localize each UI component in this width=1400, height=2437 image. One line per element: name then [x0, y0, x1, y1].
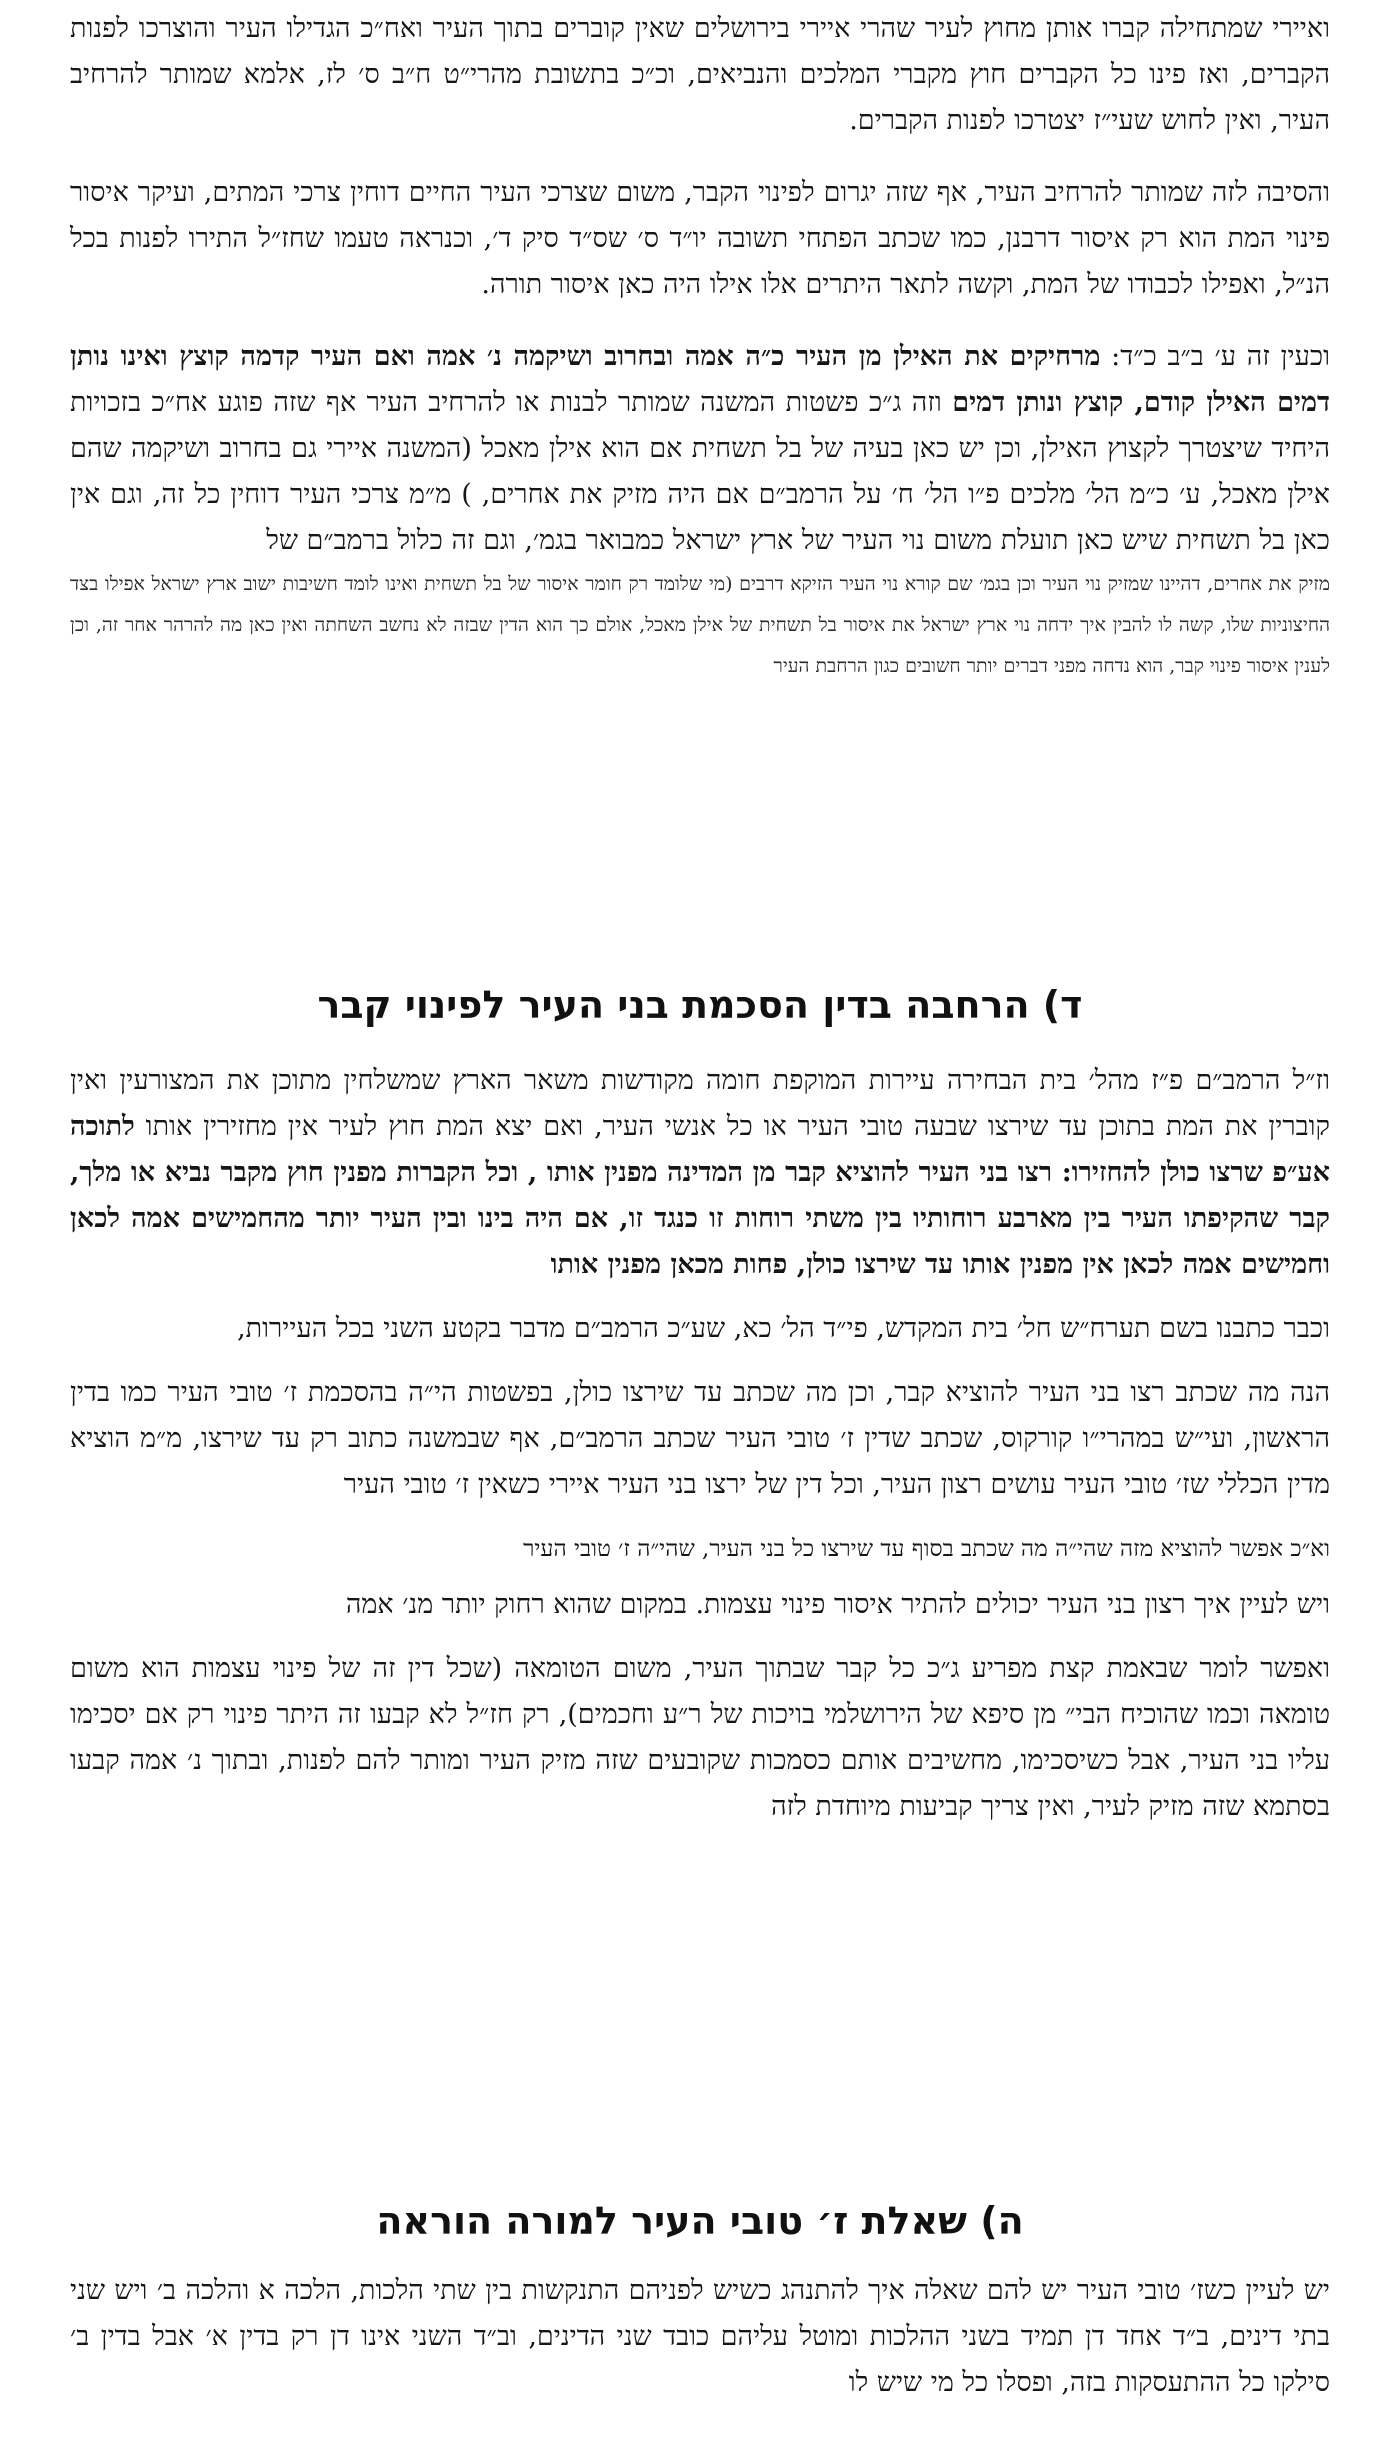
rambam-quote-start: וז״ל הרמב״ם פ״ז מהל׳ בית הבחירה עיירות המוקפת חומה מקודשות משאר הארץ שמשלחין מתוכן את המצורעין ואין קוברין את המת בתוכן עד שירצו שבעה טובי העיר או כל אנשי העיר, ואם יצא המת חוץ לעיר אין מחזירין אותו — [70, 1065, 1330, 1142]
paragraph-3-body: וזה ג״כ פשטות המשנה שמותר לבנות או להרחיב העיר אף שזה פוגע אח״כ בזכויות היחיד שיצטרך לקצוץ האילן, וכן יש כאן בעיה של בל תשחית אם הוא אילן מאכל (המשנה איירי גם בחרוב ושיקמה שהם אילן מאכל, ע׳ כ״מ הל׳ מלכים פ״ו הל׳ ח׳ על הרמב״ם אם היה מזיק את אחרים, ) מ״מ צרכי העיר דוחין כל זה, וגם אין כאן בל תשחית שיש כאן תועלת משום נוי העיר של ארץ ישראל כמבואר בגמ׳, וגם זה כלול ברמב״ם של — [70, 387, 1330, 556]
section-d-paragraph-2: וכבר כתבנו בשם תערח״ש חל׳ בית המקדש, פי״ד הל׳ כא, שע״כ הרמב״ם מדבר בקטע השני בכל העיירות, — [237, 1313, 1330, 1344]
paragraph-3 — [70, 334, 1330, 564]
intro-section — [70, 6, 1330, 687]
paragraph-3-fine-print: מזיק את אחרים, דהיינו שמזיק נוי העיר וכן בגמ׳ שם קורא נוי העיר הזיקא דרבים (מי שלומד רק חומר איסור של בל תשחית ואינו לומד חשיבות ישוב ארץ ישראל אפילו בצד החיצוניות שלו, קשה לו להבין איך ידחה נוי ארץ ישראל את איסור בל תשחית של אילן מאכל, אולם כך הוא הדין שבזה לא נחשב השחתה ואין כאן מה להרהר אחר זה, וכן לענין איסור פינוי קבר, הוא נדחה מפני דברים יותר חשובים כגון הרחבת העיר — [70, 573, 1330, 677]
paragraph-3-mishna-quote: מרחיקים את האילן מן העיר כ״ה אמה ובחרוב ושיקמה נ׳ אמה ואם העיר קדמה קוצץ ואינו נותן דמים האילן קודם, קוצץ ונותן דמים — [70, 341, 1330, 418]
rambam-quote-bold: לתוכה אע״פ שרצו כולן להחזירו: רצו בני העיר להוציא קבר מן המדינה מפנין אותו , וכל הקברות מפנין חוץ מקבר נביא או מלך, קבר שהקיפתו העיר בין מארבע רוחותיו בין משתי רוחות זו כנגד זו, אם היה בינו ובין העיר יותר מהחמישים אמה לכאן וחמישים אמה לכאן אין מפנין אותו עד שירצו כולן, פחות מכאן מפנין אותו — [70, 1111, 1330, 1280]
paragraph-3-intro: וכעין זה ע׳ ב״ב כ״ד: — [1100, 341, 1330, 372]
section-d-paragraph-5: ויש לעיין איך רצון בני העיר יכולים להתיר איסור פינוי עצמות. במקום שהוא רחוק יותר מנ׳ אמה — [345, 1589, 1330, 1620]
paragraph-1: ואיירי שמתחילה קברו אותן מחוץ לעיר שהרי איירי בירושלים שאין קוברים בתוך העיר ואח״כ הגדילו העיר והוצרכו לפנות הקברים, ואז פינו כל הקברים חוץ מקברי המלכים והנביאים, וכ״כ בתשובת מהרי״ט ח״ב ס׳ לז, אלמא שמותר להרחיב העיר, ואין לחוש שעי״ז יצטרכו לפנות הקברים. — [70, 13, 1330, 136]
section-heading-h: ה) שאלת ז׳ טובי העיר למורה הוראה — [376, 2199, 1024, 2243]
section-h-paragraph-1: יש לעיין כשז׳ טובי העיר יש להם שאלה איך להתנהג כשיש לפניהם התנקשות בין שתי הלכות, הלכה א והלכה ב׳ ויש שני בתי דינים, ב״ד אחד דן תמיד בשני ההלכות ומוטל עליהם כובד שני הדינים, וב״ד השני אינו דן רק בדין א׳ אבל בדין ב׳ סילקו כל ההתעסקות בזה, ופסלו כל מי שיש לו — [70, 2275, 1330, 2398]
section-h — [70, 2268, 1330, 2406]
paragraph-2: והסיבה לזה שמותר להרחיב העיר, אף שזה יגרום לפינוי הקבר, משום שצרכי העיר החיים דוחין צרכי המתים, ועיקר איסור פינוי המת הוא רק איסור דרבנן, כמו שכתב הפתחי תשובה יו״ד ס׳ שס״ד סיק ד׳, וכנראה טעמו שחז״ל התירו לפנות בכל הנ״ל, ואפילו לכבודו של המת, וקשה לתאר היתרים אלו אילו היה כאן איסור תורה. — [70, 177, 1331, 300]
section-d-paragraph-4: וא״כ אפשר להוציא מזה שהי״ה מה שכתב בסוף עד שירצו כל בני העיר, שהי״ה ז׳ טובי העיר — [523, 1536, 1330, 1562]
section-d-paragraph-3: הנה מה שכתב רצו בני העיר להוציא קבר, וכן מה שכתב עד שירצו כולן, בפשטות הי״ה בהסכמת ז׳ טובי העיר כמו בדין הראשון, ועי״ש במהרי״ו קורקוס, שכתב שדין ז׳ טובי העיר שכתב הרמב״ם, אף שבמשנה כתוב רק עד שירצו, מ״מ הוציא מדין הכללי שז׳ טובי העיר עושים רצון העיר, וכל דין של ירצו בני העיר איירי כשאין ז׳ טובי העיר — [70, 1377, 1330, 1500]
section-heading-d: ד) הרחבה בדין הסכמת בני העיר לפינוי קבר — [317, 983, 1083, 1027]
section-d — [70, 1058, 1330, 1830]
section-d-paragraph-6: ואפשר לומר שבאמת קצת מפריע ג״כ כל קבר שבתוך העיר, משום הטומאה (שכל דין זה של פינוי עצמות הוא משום טומאה וכמו שהוכיח הבי״ מן סיפא של הירושלמי בויכות של ר״ע וחכמים), רק חז״ל לא קבעו זה היתר פינוי רק אם יסכימו עליו בני העיר, אבל כשיסכימו, מחשיבים אותם כסמכות שקובעים שזה מזיק העיר ומותר להם לפנות, ובתוך נ׳ אמה קבעו בסתמא שזה מזיק לעיר, ואין צריך קביעות מיוחדת לזה — [70, 1653, 1330, 1822]
rambam-quote-paragraph — [70, 1058, 1330, 1288]
